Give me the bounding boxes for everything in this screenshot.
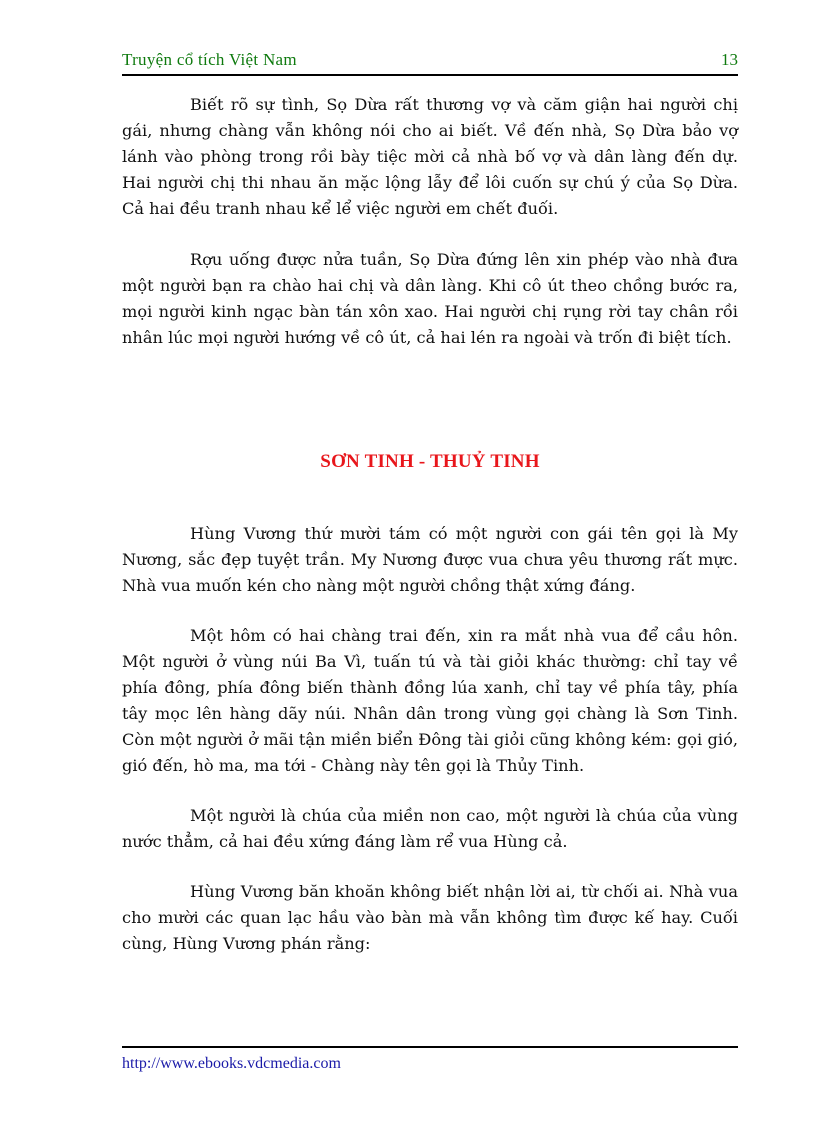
paragraph: Biết rõ sự tình, Sọ Dừa rất thương vợ và căm giận hai người chị gái, nhưng chàng vẫn không nói cho ai biết. Về đến nhà, Sọ Dừa bảo vợ lánh vào phòng trong rồi bày tiệc mời cả nhà bố vợ và dân làng đến dự. Hai người chị thi nhau ăn mặc lộng lẫy để lôi cuốn sự chú ý của Sọ Dừa. Cả hai đều tranh nhau kể lể việc người em chết đuối. (122, 95, 738, 218)
page-body (122, 92, 738, 957)
paragraph: Hùng Vương thứ mười tám có một người con gái tên gọi là My Nương, sắc đẹp tuyệt trần. My Nương được vua chưa yêu thương rất mực. Nhà vua muốn kén cho nàng một người chồng thật xứng đáng. (122, 524, 738, 595)
section-heading: SƠN TINH - THUỶ TINH (320, 451, 540, 472)
page-footer (122, 1046, 738, 1073)
footer-link[interactable]: http://www.ebooks.vdcmedia.com (122, 1055, 341, 1072)
paragraph: Một người là chúa của miền non cao, một người là chúa của vùng nước thẳm, cả hai đều xứng đáng làm rể vua Hùng cả. (122, 806, 738, 851)
paragraph: Rợu uống được nửa tuần, Sọ Dừa đứng lên xin phép vào nhà đưa một người bạn ra chào hai chị và dân làng. Khi cô út theo chồng bước ra, mọi người kinh ngạc bàn tán xôn xao. Hai người chị rụng rời tay chân rồi nhân lúc mọi người hướng về cô út, cả hai lén ra ngoài và trốn đi biệt tích. (122, 250, 738, 347)
book-title: Truyện cổ tích Việt Nam (122, 50, 297, 69)
paragraph: Một hôm có hai chàng trai đến, xin ra mắt nhà vua để cầu hôn. Một người ở vùng núi Ba Vì, tuấn tú và tài giỏi khác thường: chỉ tay về phía đông, phía đông biến thành đồng lúa xanh, chỉ tay về phía tây, phía tây mọc lên hàng dãy núi. Nhân dân trong vùng gọi chàng là Sơn Tinh. Còn một người ở mãi tận miền biển Đông tài giỏi cũng không kém: gọi gió, gió đến, hò ma, ma tới - Chàng này tên gọi là Thủy Tinh. (122, 626, 738, 775)
paragraph: Hùng Vương băn khoăn không biết nhận lời ai, từ chối ai. Nhà vua cho mười các quan lạc hầu vào bàn mà vẫn không tìm được kế hay. Cuối cùng, Hùng Vương phán rằng: (122, 882, 738, 953)
page-header (122, 48, 738, 76)
page-number: 13 (721, 50, 738, 69)
